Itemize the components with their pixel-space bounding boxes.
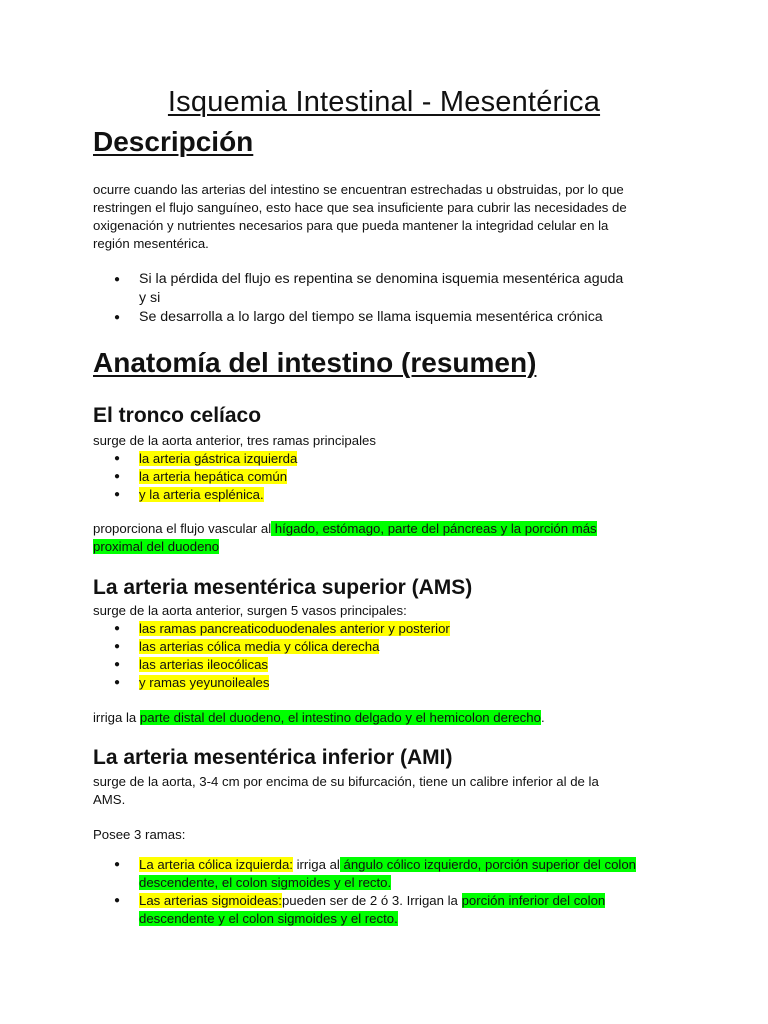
ami-branches: [93, 856, 675, 928]
ams-branches: [93, 620, 675, 692]
list-item: ● Las arterias sigmoideas:pueden ser de 2 ó 3. Irrigan la porción inferior del colon descendente y el colon sigmoides y el recto.: [93, 892, 675, 928]
list-item: ● la arteria hepática común: [93, 468, 675, 486]
description-line: oxigenación y nutrientes necesarios para que pueda mantener la integridad celular en la: [93, 218, 609, 233]
list-item: ● Se desarrolla a lo largo del tiempo se llama isquemia mesentérica crónica: [93, 308, 675, 327]
ami-branches-label: Posee 3 ramas:: [93, 827, 186, 842]
description-heading: Descripción: [93, 126, 254, 157]
description-line: restringen el flujo sanguíneo, esto hace que sea insuficiente para cubrir las necesidades de: [93, 200, 627, 215]
ams-intro: surge de la aorta anterior, surgen 5 vasos principales:: [93, 603, 407, 618]
celiac-intro: surge de la aorta anterior, tres ramas principales: [93, 433, 376, 448]
list-item: ● Si la pérdida del flujo es repentina se denomina isquemia mesentérica aguda y si: [93, 270, 675, 308]
celiac-heading: El tronco celíaco: [93, 404, 262, 427]
list-item: ● las arterias cólica media y cólica derecha: [93, 638, 675, 656]
ams-irrigation: irriga la parte distal del duodeno, el intestino delgado y el hemicolon derecho.: [93, 710, 545, 725]
description-text: [93, 181, 675, 253]
description-line: ocurre cuando las arterias del intestino se encuentran estrechadas u obstruidas, por lo que: [93, 182, 624, 197]
list-item: ● y ramas yeyunoileales: [93, 674, 675, 692]
page-title: Isquemia Intestinal - Mesentérica: [167, 86, 601, 118]
celiac-flow: proporciona el flujo vascular al hígado, estómago, parte del páncreas y la porción más proximal del duodeno: [93, 521, 597, 554]
anatomy-heading: Anatomía del intestino (resumen): [93, 347, 537, 378]
list-item: ● la arteria gástrica izquierda: [93, 450, 675, 468]
list-item: ● las ramas pancreaticoduodenales anterior y posterior: [93, 620, 675, 638]
description-line: región mesentérica.: [93, 236, 209, 251]
celiac-branches: [93, 450, 675, 504]
ami-heading: La arteria mesentérica inferior (AMI): [93, 746, 453, 769]
list-item: ● y la arteria esplénica.: [93, 486, 675, 504]
ams-heading: La arteria mesentérica superior (AMS): [93, 576, 473, 599]
description-bullets: [93, 270, 675, 327]
list-item: ● las arterias ileocólicas: [93, 656, 675, 674]
list-item: ● La arteria cólica izquierda: irriga al ángulo cólico izquierdo, porción superior del colon descendente, el colon sigmoides y el recto.: [93, 856, 675, 892]
ami-intro: surge de la aorta, 3-4 cm por encima de su bifurcación, tiene un calibre inferior al de la AMS.: [93, 774, 599, 807]
